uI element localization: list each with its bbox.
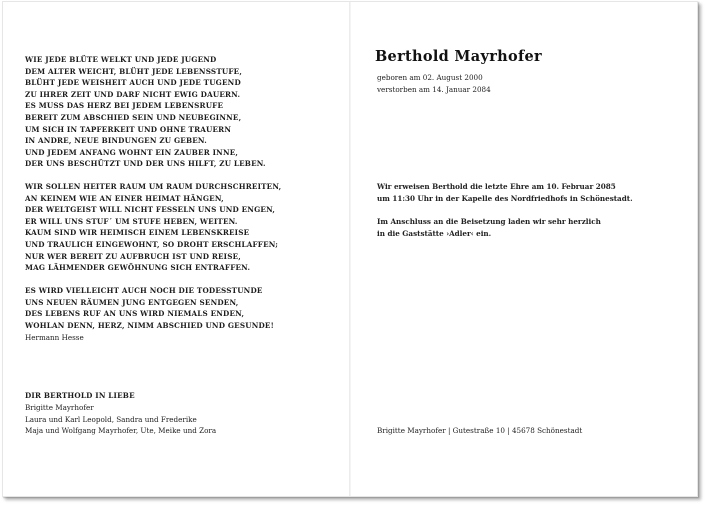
reception-line: Im Anschluss an die Beisetzung laden wir sehr herzlich [377, 217, 601, 226]
ceremony-line: um 11:30 Uhr in der Kapelle des Nordfriedhofs in Schönestadt. [377, 193, 633, 203]
poem-line: AN KEINEM WIE AN EINER HEIMAT HÄNGEN, [25, 193, 224, 203]
reception-line: in die Gaststätte ›Adler‹ ein. [377, 228, 492, 238]
poem-stanza-1 [25, 54, 266, 170]
poem-line: WIE JEDE BLÜTE WELKT UND JEDE JUGEND [25, 55, 217, 64]
poem-line: UND JEDEM ANFANG WOHNT EIN ZAUBER INNE, [25, 147, 239, 157]
poem-line: UND TRAULICH EINGEWOHNT, SO DROHT ERSCHLAFFEN; [25, 239, 279, 249]
poem-stanza-3 [25, 285, 274, 331]
reception-info [377, 216, 601, 239]
mourner-line: Maja und Wolfgang Mayrhofer, Ute, Meike und Zora [25, 426, 217, 436]
poem-line: NUR WER BEREIT ZU AUFBRUCH IST UND REISE, [25, 251, 242, 261]
mourners-list [25, 402, 216, 437]
life-dates [377, 72, 491, 95]
birth-date: geboren am 02. August 2000 [377, 73, 483, 82]
poem-line: IN ANDRE, NEUE BINDUNGEN ZU GEBEN. [25, 136, 207, 146]
mourner-line: Laura und Karl Leopold, Sandra und Frederike [25, 414, 197, 424]
deceased-name: Berthold Mayrhofer [375, 48, 542, 65]
death-date: verstorben am 14. Januar 2084 [377, 84, 491, 94]
poem-stanza-2 [25, 181, 281, 274]
poem-line: KAUM SIND WIR HEIMISCH EINEM LEBENSKREISE [25, 228, 250, 238]
poem-line: MAG LÄHMENDER GEWÖHNUNG SICH ENTRAFFEN. [25, 263, 251, 273]
mourner-line: Brigitte Mayrhofer [25, 403, 94, 412]
poem-line: DEM ALTER WEICHT, BLÜHT JEDE LEBENSSTUFE, [25, 66, 243, 76]
poem-line: ES WIRD VIELLEICHT AUCH NOCH DIE TODESSTUNDE [25, 286, 263, 295]
poem-line: ZU IHRER ZEIT UND DARF NICHT EWIG DAUERN. [25, 89, 241, 99]
contact-address: Brigitte Mayrhofer | Gutestraße 10 | 45678 Schönestadt [377, 426, 583, 435]
poem-line: ER WILL UNS STUF´ UM STUFE HEBEN, WEITEN. [25, 216, 238, 226]
poem-line: UM SICH IN TAPFERKEIT UND OHNE TRAUERN [25, 124, 232, 134]
poem-line: DER WELTGEIST WILL NICHT FESSELN UNS UND ENGEN, [25, 205, 276, 215]
ceremony-line: Wir erweisen Berthold die letzte Ehre am 10. Februar 2085 [377, 182, 616, 191]
poem-line: DER UNS BESCHÜTZT UND DER UNS HILFT, ZU LEBEN. [25, 159, 266, 169]
poem-line: WOHLAN DENN, HERZ, NIMM ABSCHIED UND GESUNDE! [25, 320, 274, 330]
poem-line: WIR SOLLEN HEITER RAUM UM RAUM DURCHSCHREITEN, [25, 182, 282, 191]
mourners-heading: DIR BERTHOLD IN LIEBE [25, 391, 135, 400]
ceremony-info [377, 181, 633, 204]
poem-line: ES MUSS DAS HERZ BEI JEDEM LEBENSRUFE [25, 101, 224, 111]
center-fold [349, 2, 351, 496]
poem-author: Hermann Hesse [25, 333, 84, 342]
poem-line: BLÜHT JEDE WEISHEIT AUCH UND JEDE TUGEND [25, 78, 241, 88]
poem-line: DES LEBENS RUF AN UNS WIRD NIEMALS ENDEN, [25, 309, 245, 319]
poem-line: BEREIT ZUM ABSCHIED SEIN UND NEUBEGINNE, [25, 112, 242, 122]
poem-line: UNS NEUEN RÄUMEN JUNG ENTGEGEN SENDEN, [25, 297, 239, 307]
